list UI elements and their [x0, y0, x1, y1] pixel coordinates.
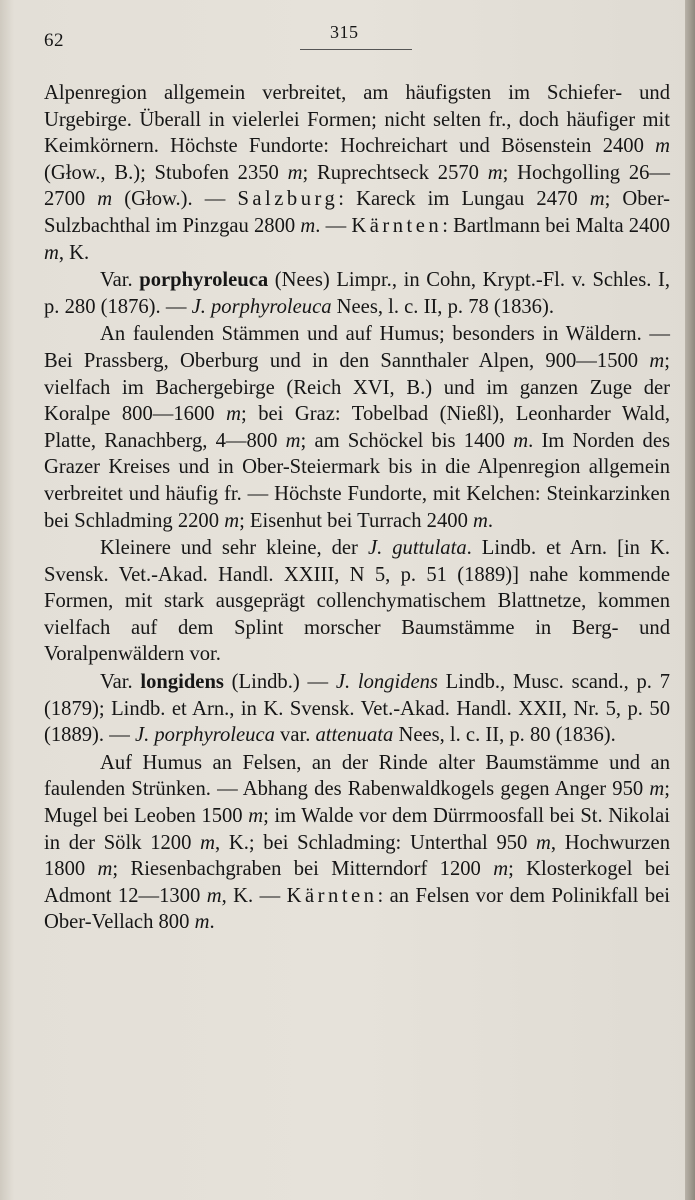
text-segment: m [513, 429, 529, 452]
text-segment: ; Riesenbachgraben bei Mitterndorf 1200 [112, 858, 494, 881]
text-segment: Salzburg [237, 188, 339, 211]
text-segment: ; im Walde vor dem Dürrmoosfall bei St. Nikolai in der Sölk 1200 [44, 805, 670, 854]
text-segment: Nees, l. c. II, p. 80 (1836). [393, 724, 616, 747]
text-segment: Kärnten [351, 214, 443, 237]
text-segment: An faulenden Stämmen und auf Humus; besonders in Wäldern. — Bei Prassberg, Oberburg und in den Sannthaler Alpen, 900—1500 [44, 323, 670, 372]
text-segment: m [194, 911, 210, 934]
text-segment: var. [274, 724, 316, 747]
text-segment: m [473, 509, 488, 532]
text-segment: Nees, l. c. II, p. 78 (1836). [331, 295, 554, 318]
text-segment: J. porphyroleuca [191, 295, 332, 318]
text-segment: ; am Schöckel bis 1400 [300, 429, 514, 452]
text-segment: Var. [100, 671, 141, 694]
paragraph-var-longidens [44, 669, 670, 749]
text-segment: m [44, 241, 59, 264]
page-number: 62 [44, 30, 64, 51]
text-segment: m [97, 858, 113, 881]
text-segment: Auf Humus an Felsen, an der Rinde alter Baumstämme und an faulenden Strünken. — Abhang des Rabenwaldkogels gegen Anger 950 [44, 751, 670, 801]
text-segment: m [285, 429, 301, 452]
text-segment: . [209, 911, 215, 934]
text-segment: m [248, 805, 264, 828]
text-segment: : an Felsen vor dem Polinikfall bei Ober-Vellach 800 [44, 884, 670, 934]
text-segment: m [589, 188, 605, 211]
text-segment: Var. [100, 269, 140, 292]
text-segment: ; Hochgolling 26—2700 [44, 161, 671, 211]
text-segment: . Lindb. et Arn. [in K. Svensk. Vet.-Akad. Handl. XXIII, N 5, p. 51 (1889)] nahe kommende Formen, mit stark ausgeprägt collenchymatischem Blattnetze, kommen vielfach auf dem Splint morscher Baumstämme in Berg- und Voralpenwäldern vor. [44, 537, 670, 666]
text-segment: (Lindb.) — [223, 671, 336, 694]
text-segment: m [649, 778, 665, 801]
text-segment: (Głow.). — [112, 188, 238, 211]
page-spine-shadow [685, 0, 695, 1200]
text-segment: longidens [140, 671, 224, 694]
text-segment: m [493, 858, 509, 881]
text-segment: attenuata [315, 724, 394, 747]
paragraph-porphyroleuca-localities [44, 321, 670, 534]
text-segment: m [287, 161, 303, 184]
paragraph-longidens-localities [44, 750, 670, 936]
text-segment: ; bei Graz: Tobelbad (Nießl), Leonharder Wald, Platte, Ranachberg, 4—800 [44, 403, 670, 452]
text-segment: J. porphyroleuca [134, 724, 275, 747]
running-number: 315 [330, 22, 359, 42]
page-header [0, 22, 695, 58]
text-segment: m [487, 161, 503, 184]
text-segment: m [655, 135, 670, 158]
text-segment: Kleinere und sehr kleine, der [100, 537, 368, 560]
text-segment: , K.; bei Schladming: Unterthal 950 [214, 831, 537, 854]
text-segment: ; Eisenhut bei Turrach 2400 [239, 509, 474, 532]
paragraph-guttulata-forms [44, 535, 670, 668]
text-segment: ; Klosterkogel bei Admont 12—1300 [44, 858, 670, 907]
text-segment: m [649, 349, 665, 372]
text-segment: Kärnten [286, 884, 378, 907]
text-segment: m [536, 831, 551, 854]
text-segment: m [200, 831, 215, 854]
body-text [44, 80, 670, 936]
text-segment: Lindb., Musc. scand., p. 7 (1879); Lindb. et Arn., in K. Svensk. Vet.-Akad. Handl. XXII, Nr. 5, p. 50 (1889). — [44, 671, 670, 747]
text-segment: (Nees) Limpr., in Cohn, Krypt.-Fl. v. Schles. I, p. 280 (1876). — [44, 269, 671, 318]
text-segment: ; Mugel bei Leoben 1500 [44, 778, 670, 828]
text-segment: m [224, 509, 240, 532]
text-segment: , Hochwurzen 1800 [44, 831, 670, 881]
text-segment: m [206, 884, 222, 907]
text-segment: : Kareck im Lungau 2470 [338, 188, 590, 211]
text-segment: J. longidens [335, 671, 438, 694]
text-segment: m [226, 403, 241, 426]
text-segment: m [97, 188, 113, 211]
text-segment: ; vielfach im Bachergebirge (Reich XVI, B.) und im ganzen Zuge der Koralpe 800—1600 [44, 349, 670, 426]
text-segment: . [487, 509, 494, 532]
text-segment: (Głow., B.); Stubofen 2350 [44, 161, 288, 184]
paragraph-alpine-distribution [44, 80, 670, 266]
text-segment: Alpenregion allgemein verbreitet, am häufigsten im Schiefer- und Urgebirge. Überall in vielerlei Formen; nicht selten fr., doch häufiger mit Keimkörnern. Höchste Fundorte: Hochreichart und Bösenstein 2400 [44, 82, 670, 158]
text-segment: : Bartlmann bei Malta 2400 [442, 214, 670, 237]
header-rule [300, 49, 412, 50]
text-segment: ; Ruprechtseck 2570 [302, 161, 488, 184]
text-segment: m [300, 214, 316, 237]
text-segment: , K. [58, 241, 90, 264]
text-segment: porphyroleuca [139, 269, 269, 292]
text-segment: . — [315, 214, 352, 237]
text-segment: . Im Norden des Grazer Kreises und in Ober-Steiermark bis in die Alpenregion allgemein verbreitet und häufig fr. — Höchste Fundorte, mit Kelchen: Steinkarzinken bei Schladming 2200 [44, 429, 670, 532]
text-segment: ; Ober-Sulzbachthal im Pinzgau 2800 [44, 188, 670, 237]
text-segment: , K. — [221, 884, 287, 907]
text-segment: J. guttulata [367, 537, 467, 560]
paragraph-var-porphyroleuca [44, 267, 670, 320]
